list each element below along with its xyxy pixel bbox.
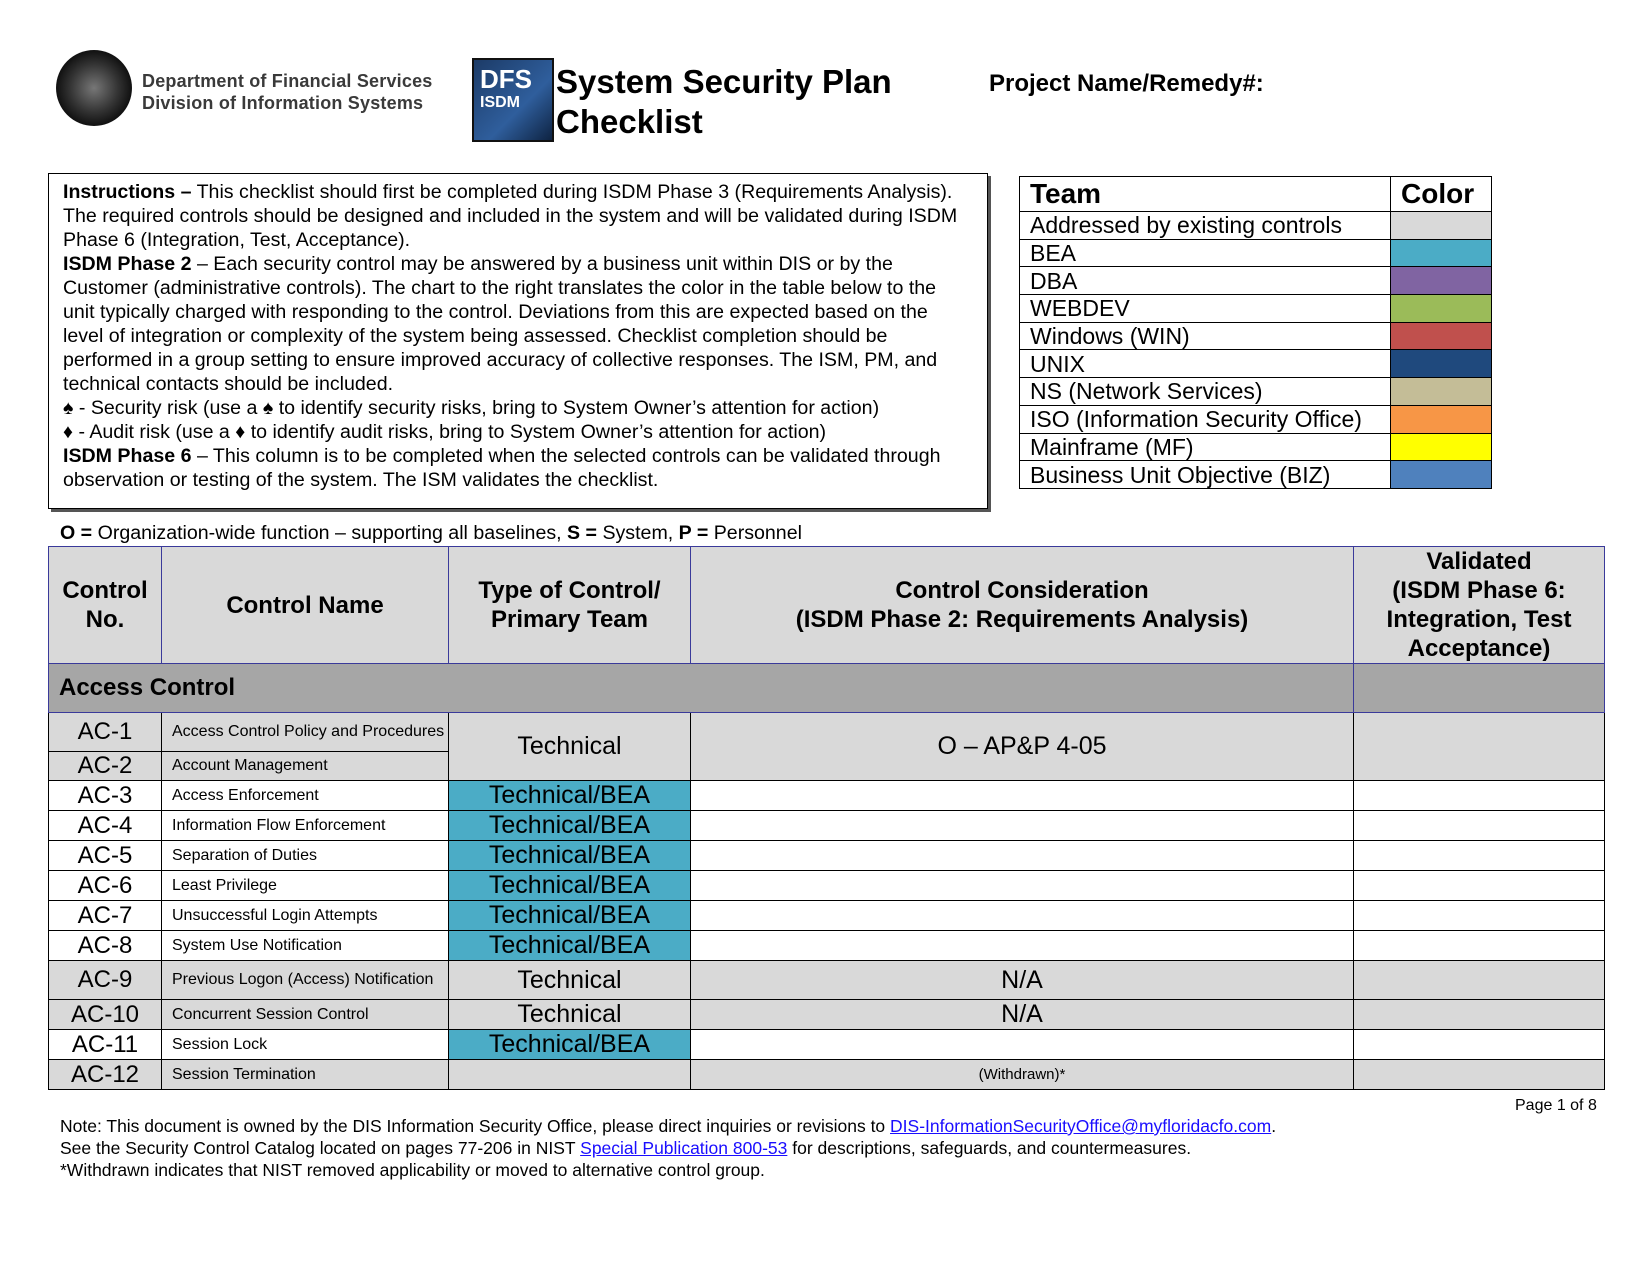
- control-type: Technical/BEA: [449, 901, 691, 931]
- note-line-2: [60, 1137, 1276, 1159]
- legend-row: [1020, 378, 1492, 406]
- logo-text-top: DFS: [480, 64, 532, 94]
- table-row: [49, 1030, 1605, 1060]
- note1-post: .: [1271, 1116, 1277, 1136]
- control-consideration: N/A: [691, 961, 1354, 1000]
- table-row: [49, 781, 1605, 811]
- control-name: System Use Notification: [162, 931, 449, 961]
- control-name: Session Termination: [162, 1060, 449, 1090]
- validated-cell[interactable]: [1354, 871, 1605, 901]
- table-row: [49, 901, 1605, 931]
- instr-para-2: [63, 252, 973, 396]
- control-no: AC-9: [49, 961, 162, 1000]
- legend-row: [1020, 322, 1492, 350]
- header-val-l1: Validated: [1426, 548, 1532, 575]
- note2-post: for descriptions, safeguards, and countermeasures.: [787, 1138, 1192, 1158]
- validated-cell[interactable]: [1354, 841, 1605, 871]
- legend-team-label: Mainframe (MF): [1020, 433, 1391, 461]
- control-no: AC-10: [49, 1000, 162, 1030]
- project-label: Project Name/Remedy#:: [989, 70, 1264, 97]
- validated-cell[interactable]: [1354, 961, 1605, 1000]
- department-name: [142, 70, 433, 114]
- header-val-l2: (ISDM Phase 6:: [1392, 577, 1566, 604]
- legend-color-swatch: [1391, 378, 1492, 406]
- control-consideration[interactable]: [691, 811, 1354, 841]
- instr-para-1: [63, 180, 973, 252]
- dfs-isdm-logo: [472, 58, 554, 142]
- control-name: Access Control Policy and Procedures: [162, 713, 449, 752]
- instructions-box: [48, 173, 988, 509]
- instr-text-2: – Each security control may be answered by a business unit within DIS or by the Customer (administrative controls). The chart to the right translates the color in the table below to the unit typically charged with responding to the control. Deviations from this are expected based on the level of integration or complexity of the system being assessed. Checklist completion should be performed in a group setting to ensure improved accuracy of collective responses. The ISM, PM, and technical contacts should be included.: [63, 253, 938, 395]
- header-cons-l1: Control Consideration: [895, 577, 1149, 604]
- validated-cell[interactable]: [1354, 931, 1605, 961]
- legend-team-label: UNIX: [1020, 350, 1391, 378]
- table-row: [49, 931, 1605, 961]
- control-type: Technical/BEA: [449, 781, 691, 811]
- legend-row: [1020, 212, 1492, 240]
- control-type: Technical/BEA: [449, 811, 691, 841]
- section-validated-cell: [1354, 664, 1605, 713]
- org-p: P =: [678, 522, 709, 544]
- table-row: [49, 1000, 1605, 1030]
- control-no: AC-4: [49, 811, 162, 841]
- legend-color-swatch: [1391, 267, 1492, 295]
- control-no: AC-2: [49, 752, 162, 781]
- note-line-1: [60, 1115, 1276, 1137]
- legend-team-label: Windows (WIN): [1020, 322, 1391, 350]
- control-consideration[interactable]: [691, 901, 1354, 931]
- legend-team-label: WEBDEV: [1020, 295, 1391, 323]
- legend-row: [1020, 433, 1492, 461]
- control-type: Technical/BEA: [449, 841, 691, 871]
- org-p-text: Personnel: [708, 522, 802, 544]
- control-name: Previous Logon (Access) Notification: [162, 961, 449, 1000]
- note-line-3: *Withdrawn indicates that NIST removed applicability or moved to alternative control group.: [60, 1160, 765, 1180]
- legend-color-swatch: [1391, 461, 1492, 489]
- control-no: AC-7: [49, 901, 162, 931]
- legend-row: [1020, 239, 1492, 267]
- header-consideration: [691, 547, 1354, 664]
- table-row: [49, 961, 1605, 1000]
- nist-publication-link[interactable]: Special Publication 800-53: [580, 1138, 788, 1158]
- dept-line-2: Division of Information Systems: [142, 93, 424, 113]
- instr-para-3: ♠ - Security risk (use a ♠ to identify security risks, bring to System Owner’s attention for action): [63, 397, 880, 419]
- validated-cell[interactable]: [1354, 811, 1605, 841]
- validated-cell[interactable]: [1354, 901, 1605, 931]
- control-consideration[interactable]: [691, 841, 1354, 871]
- instr-bold-1: Instructions –: [63, 181, 192, 203]
- legend-row: [1020, 405, 1492, 433]
- legend-color-swatch: [1391, 350, 1492, 378]
- control-name: Least Privilege: [162, 871, 449, 901]
- control-no: AC-3: [49, 781, 162, 811]
- page-number: Page 1 of 8: [1515, 1097, 1597, 1114]
- legend-team-label: Business Unit Objective (BIZ): [1020, 461, 1391, 489]
- validated-cell[interactable]: [1354, 1000, 1605, 1030]
- control-no: AC-8: [49, 931, 162, 961]
- legend-row: [1020, 295, 1492, 323]
- control-type: [449, 1060, 691, 1090]
- table-row: [49, 811, 1605, 841]
- legend-row: [1020, 267, 1492, 295]
- legend-row: [1020, 461, 1492, 489]
- page-title: [556, 62, 892, 142]
- control-consideration[interactable]: [691, 931, 1354, 961]
- legend-team-label: Addressed by existing controls: [1020, 212, 1391, 240]
- header-no-l2: No.: [85, 606, 125, 633]
- header-val-l4: Acceptance): [1407, 635, 1551, 662]
- org-legend-line: [60, 522, 802, 545]
- validated-cell[interactable]: [1354, 781, 1605, 811]
- team-color-legend: [1019, 176, 1492, 489]
- legend-team-label: DBA: [1020, 267, 1391, 295]
- email-link[interactable]: DIS-InformationSecurityOffice@myfloridacfo.com: [890, 1116, 1272, 1136]
- header-type: [449, 547, 691, 664]
- control-no: AC-6: [49, 871, 162, 901]
- control-no: AC-11: [49, 1030, 162, 1060]
- validated-cell[interactable]: [1354, 1030, 1605, 1060]
- table-row: [49, 1060, 1605, 1090]
- legend-team-label: NS (Network Services): [1020, 378, 1391, 406]
- control-consideration: O – AP&P 4-05: [691, 713, 1354, 781]
- legend-color-swatch: [1391, 322, 1492, 350]
- org-o-text: Organization-wide function – supporting all baselines,: [92, 522, 568, 544]
- note2-pre: See the Security Control Catalog located on pages 77-206 in NIST: [60, 1138, 581, 1158]
- legend-color-swatch: [1391, 239, 1492, 267]
- header-control-name: Control Name: [162, 547, 449, 664]
- control-consideration[interactable]: [691, 1030, 1354, 1060]
- header-no-l1: Control: [62, 577, 148, 604]
- control-name: Account Management: [162, 752, 449, 781]
- control-name: Unsuccessful Login Attempts: [162, 901, 449, 931]
- title-line-2: Checklist: [556, 103, 703, 140]
- legend-color-swatch: [1391, 405, 1492, 433]
- table-row: [49, 841, 1605, 871]
- header-type-l1: Type of Control/: [478, 577, 661, 604]
- legend-team-label: BEA: [1020, 239, 1391, 267]
- header-validated: [1354, 547, 1605, 664]
- control-type: Technical: [449, 1000, 691, 1030]
- validated-cell[interactable]: [1354, 713, 1605, 781]
- legend-color-swatch: [1391, 212, 1492, 240]
- logo-text-bottom: ISDM: [480, 94, 520, 111]
- control-consideration[interactable]: [691, 871, 1354, 901]
- legend-team-label: ISO (Information Security Office): [1020, 405, 1391, 433]
- control-name: Information Flow Enforcement: [162, 811, 449, 841]
- control-type: Technical/BEA: [449, 871, 691, 901]
- controls-table: [48, 546, 1605, 1090]
- header-control-no: [49, 547, 162, 664]
- control-name: Access Enforcement: [162, 781, 449, 811]
- dept-line-1: Department of Financial Services: [142, 71, 433, 91]
- header-val-l3: Integration, Test: [1386, 606, 1572, 633]
- control-type: Technical: [449, 961, 691, 1000]
- table-row: [49, 713, 1605, 752]
- control-type: Technical: [449, 713, 691, 781]
- legend-header-color: Color: [1391, 177, 1492, 212]
- title-line-1: System Security Plan: [556, 63, 892, 100]
- control-no: AC-5: [49, 841, 162, 871]
- legend-header-team: Team: [1020, 177, 1391, 212]
- validated-cell[interactable]: [1354, 1060, 1605, 1090]
- control-name: Session Lock: [162, 1030, 449, 1060]
- instr-para-4: ♦ - Audit risk (use a ♦ to identify audit risks, bring to System Owner’s attention for action): [63, 421, 827, 443]
- control-name: Concurrent Session Control: [162, 1000, 449, 1030]
- legend-color-swatch: [1391, 433, 1492, 461]
- state-seal-logo: [56, 50, 132, 126]
- control-type: Technical/BEA: [449, 1030, 691, 1060]
- org-s-text: System,: [597, 522, 679, 544]
- org-s: S =: [567, 522, 597, 544]
- control-type: Technical/BEA: [449, 931, 691, 961]
- legend-row: [1020, 350, 1492, 378]
- control-consideration: N/A: [691, 1000, 1354, 1030]
- instr-bold-5: ISDM Phase 6: [63, 445, 192, 467]
- section-title: Access Control: [49, 664, 1354, 713]
- legend-color-swatch: [1391, 295, 1492, 323]
- control-no: AC-1: [49, 713, 162, 752]
- org-o: O =: [60, 522, 93, 544]
- section-row: [49, 664, 1605, 713]
- instr-text-5: – This column is to be completed when the selected controls can be validated through observation or testing of the system. The ISM validates the checklist.: [63, 445, 941, 491]
- header-type-l2: Primary Team: [491, 606, 648, 633]
- control-consideration: (Withdrawn)*: [691, 1060, 1354, 1090]
- control-no: AC-12: [49, 1060, 162, 1090]
- note1-pre: Note: This document is owned by the DIS Information Security Office, please direct inquiries or revisions to: [60, 1116, 891, 1136]
- footer-notes: [60, 1115, 1276, 1181]
- instr-para-5: [63, 444, 973, 492]
- table-row: [49, 871, 1605, 901]
- instr-text-1: This checklist should first be completed during ISDM Phase 3 (Requirements Analysis). The required controls should be designed and included in the system and will be validated during ISDM Phase 6 (Integration, Test, Acceptance).: [63, 181, 958, 251]
- instr-bold-2: ISDM Phase 2: [63, 253, 192, 275]
- header-cons-l2: (ISDM Phase 2: Requirements Analysis): [795, 606, 1249, 633]
- control-consideration[interactable]: [691, 781, 1354, 811]
- control-name: Separation of Duties: [162, 841, 449, 871]
